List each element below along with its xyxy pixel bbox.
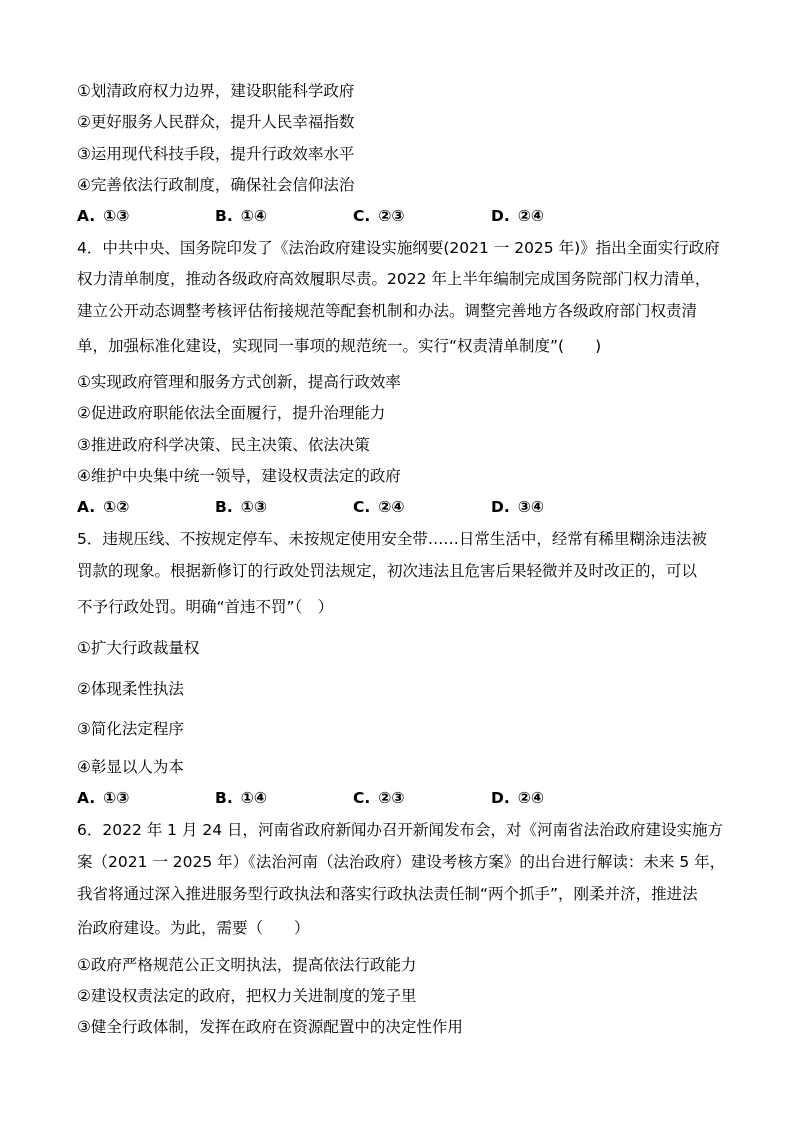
block1-item-4: ④完善依法行政制度，确保社会信仰法治 xyxy=(77,176,355,194)
block1-option-a: A. ①③ xyxy=(77,207,130,225)
q4-option-d: D. ③④ xyxy=(491,498,545,516)
q5-stem-line-1: 5．违规压线、不按规定停车、未按规定使用安全带……日常生活中，经常有稀里糊涂违法被 xyxy=(77,530,707,548)
block1-option-d: D. ②④ xyxy=(491,207,545,225)
q4-option-a: A. ①② xyxy=(77,498,130,516)
q4-item-4: ④维护中央集中统一领导，建设权责法定的政府 xyxy=(77,467,401,485)
block1-item-1: ①划清政府权力边界，建设职能科学政府 xyxy=(77,82,355,100)
block1-item-3: ③运用现代科技手段，提升行政效率水平 xyxy=(77,145,355,163)
q4-item-1: ①实现政府管理和服务方式创新，提高行政效率 xyxy=(77,373,401,391)
q4-option-b: B. ①③ xyxy=(215,498,267,516)
q4-stem-line-3: 建立公开动态调整考核评估衔接规范等配套机制和办法。调整完善地方各级政府部门权责清 xyxy=(77,302,698,320)
q4-stem-line-1: 4．中共中央、国务院印发了《法治政府建设实施纲要(2021 一 2025 年)》指出全面实行政府 xyxy=(77,239,720,257)
q5-option-a: A. ①③ xyxy=(77,789,130,807)
q5-option-d: D. ②④ xyxy=(491,789,545,807)
q6-stem-line-4: 治政府建设。为此，需要（ ） xyxy=(77,919,310,937)
q5-option-c: C. ②③ xyxy=(353,789,405,807)
q4-stem-line-4: 单，加强标准化建设，实现同一事项的规范统一。实行“权责清单制度”( ) xyxy=(77,337,602,355)
q6-item-3: ③健全行政体制，发挥在政府在资源配置中的决定性作用 xyxy=(77,1018,463,1036)
q6-item-1: ①政府严格规范公正文明执法，提高依法行政能力 xyxy=(77,956,417,974)
q5-item-3: ③简化法定程序 xyxy=(77,720,184,738)
q5-stem-line-2: 罚款的现象。根据新修订的行政处罚法规定，初次违法且危害后果轻微并及时改正的，可以 xyxy=(77,562,698,580)
q5-option-b: B. ①④ xyxy=(215,789,267,807)
block1-item-2: ②更好服务人民群众，提升人民幸福指数 xyxy=(77,113,355,131)
q5-item-4: ④彰显以人为本 xyxy=(77,758,184,776)
q6-stem-line-1: 6．2022 年 1 月 24 日，河南省政府新闻办召开新闻发布会，对《河南省法治政府建设实施方 xyxy=(77,821,724,839)
q5-stem-line-3: 不予行政处罚。明确“首违不罚”（ ） xyxy=(77,598,334,616)
q4-item-2: ②促进政府职能依法全面履行，提升治理能力 xyxy=(77,404,386,422)
q4-option-c: C. ②④ xyxy=(353,498,405,516)
q6-item-2: ②建设权责法定的政府，把权力关进制度的笼子里 xyxy=(77,987,417,1005)
q6-stem-line-3: 我省将通过深入推进服务型行政执法和落实行政执法责任制“两个抓手”，刚柔并济，推进法 xyxy=(77,885,698,903)
q5-item-1: ①扩大行政裁量权 xyxy=(77,639,200,657)
block1-option-b: B. ①④ xyxy=(215,207,267,225)
block1-option-c: C. ②③ xyxy=(353,207,405,225)
q6-stem-line-2: 案（2021 一 2025 年）《法治河南（法治政府）建设考核方案》的出台进行解读：未来 5 年， xyxy=(77,853,726,871)
q4-stem-line-2: 权力清单制度，推动各级政府高效履职尽责。2022 年上半年编制完成国务院部门权力清单， xyxy=(77,270,711,288)
q5-item-2: ②体现柔性执法 xyxy=(77,680,184,698)
q4-item-3: ③推进政府科学决策、民主决策、依法决策 xyxy=(77,436,370,454)
